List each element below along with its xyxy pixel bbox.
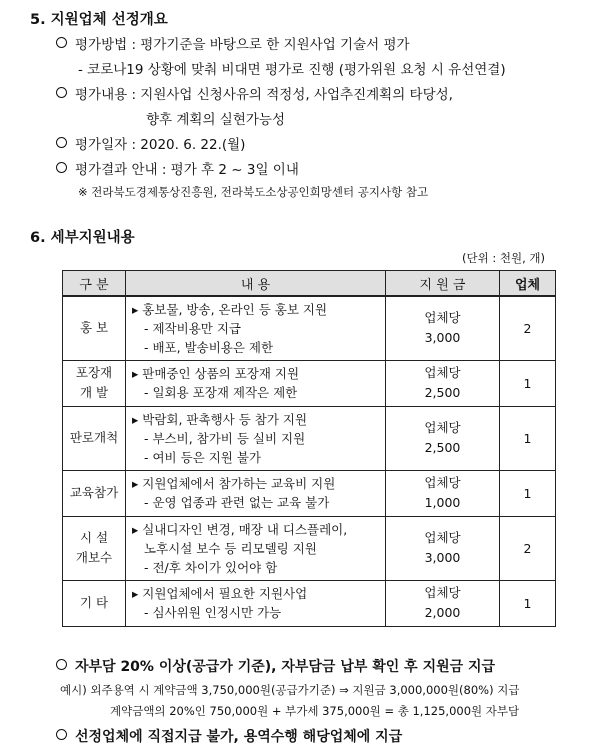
example-line-1: 예시) 외주용역 시 계약금액 3,750,000원(공급가기준) ⇒ 지원금 3,000,000원(80%) 지급: [60, 683, 520, 697]
amount-value: 3,000: [424, 330, 461, 346]
support-table: [62, 270, 556, 627]
category-label: 홍 보: [79, 320, 109, 336]
table-row: [63, 406, 556, 470]
category-label-2: 개 발: [79, 385, 109, 400]
content-sub: - 부스비, 참가비 등 실비 지원: [144, 430, 306, 446]
row-count: 1: [500, 580, 556, 626]
row-category: [63, 406, 126, 470]
eval-result-item: [56, 158, 299, 178]
content-sub: - 운영 업종과 관련 없는 교육 불가: [144, 495, 330, 510]
table-row: [63, 296, 556, 360]
amount-value: 2,000: [424, 605, 461, 620]
section6-title: 6. 세부지원내용: [30, 230, 135, 246]
table-row: [63, 360, 556, 406]
amount-label: 업체당: [424, 585, 461, 600]
row-amount: [386, 296, 500, 360]
row-amount: [386, 516, 500, 580]
amount-value: 2,500: [424, 440, 461, 455]
direct-pay-text: 선정업체에 직접지급 불가, 용역수행 해당업체에 지급: [75, 729, 403, 745]
content-bullet: ▸ 지원업체에서 필요한 지원사업: [132, 586, 308, 601]
row-category: [63, 296, 126, 360]
amount-label: 업체당: [424, 310, 461, 326]
amount-value: 1,000: [424, 495, 461, 510]
self-pay-item: [56, 656, 495, 676]
header-amount: 지 원 금: [386, 271, 500, 297]
header-count: 업체: [500, 271, 556, 297]
eval-method-item: [56, 33, 410, 53]
eval-method-note: - 코로나19 상황에 맞춰 비대면 평가로 진행 (평가위원 요청 시 유선연결): [78, 62, 506, 78]
eval-content-text-1: 평가내용 : 지원사업 신청사유의 적정성, 사업추진계획의 타당성,: [75, 87, 453, 103]
category-label: 기 타: [79, 595, 109, 610]
row-count: 2: [500, 516, 556, 580]
circle-bullet-icon: [56, 87, 67, 98]
content-sub: - 여비 등은 지원 불가: [144, 449, 262, 465]
content-bullet: ▸ 지원업체에서 참가하는 교육비 지원: [132, 476, 336, 491]
row-content: [126, 470, 386, 516]
header-content: 내 용: [126, 271, 386, 297]
example-line-2: 계약금액의 20%인 750,000원 + 부가세 375,000원 = 총 1,125,000원 자부담: [110, 704, 520, 718]
row-amount: [386, 360, 500, 406]
circle-bullet-icon: [56, 162, 67, 173]
row-content: [126, 516, 386, 580]
row-category: [63, 580, 126, 626]
row-category: [63, 360, 126, 406]
row-content: [126, 360, 386, 406]
amount-label: 업체당: [424, 365, 461, 380]
category-label: 시 설: [79, 530, 109, 545]
direct-pay-item: [56, 726, 402, 746]
row-count: 1: [500, 360, 556, 406]
category-label: 포장재: [75, 365, 113, 380]
content-bullet: ▸ 홍보물, 방송, 온라인 등 홍보 지원: [132, 301, 328, 317]
row-category: [63, 516, 126, 580]
self-pay-text: 자부담 20% 이상(공급가 기준), 자부담금 납부 확인 후 지원금 지급: [75, 659, 496, 675]
amount-label: 업체당: [424, 420, 461, 435]
content-sub: - 일회용 포장재 제작은 제한: [144, 385, 298, 400]
unit-label: (단위 : 천원, 개): [461, 251, 545, 265]
amount-value: 2,500: [424, 385, 461, 400]
content-sub: 노후시설 보수 등 리모델링 지원: [144, 540, 317, 556]
eval-date-text: 평가일자 : 2020. 6. 22.(월): [75, 137, 246, 153]
category-label-2: 개보수: [75, 550, 113, 565]
row-count: 1: [500, 406, 556, 470]
circle-bullet-icon: [56, 729, 67, 740]
eval-date-item: [56, 133, 245, 153]
content-sub: - 제작비용만 지급: [144, 320, 241, 336]
content-bullet: ▸ 박람회, 판촉행사 등 참가 지원: [132, 411, 308, 427]
table-row: [63, 580, 556, 626]
content-sub: - 배포, 발송비용은 제한: [144, 339, 274, 355]
table-row: [63, 516, 556, 580]
eval-content-item: [56, 83, 453, 103]
row-count: 1: [500, 470, 556, 516]
row-amount: [386, 470, 500, 516]
table-row: [63, 470, 556, 516]
eval-method-text: 평가방법 : 평가기준을 바탕으로 한 지원사업 기술서 평가: [75, 37, 410, 53]
row-amount: [386, 580, 500, 626]
row-category: [63, 470, 126, 516]
content-sub: - 심사위원 인정시만 가능: [144, 605, 282, 620]
amount-value: 3,000: [424, 550, 461, 565]
circle-bullet-icon: [56, 659, 67, 670]
eval-result-text: 평가결과 안내 : 평가 후 2 ~ 3일 이내: [75, 162, 299, 178]
content-bullet: ▸ 판매중인 상품의 포장재 지원: [132, 366, 300, 381]
content-sub: - 전/후 차이가 있어야 함: [144, 559, 278, 575]
table-header-row: [63, 271, 556, 297]
category-label: 교육참가: [69, 485, 119, 500]
circle-bullet-icon: [56, 37, 67, 48]
row-content: [126, 406, 386, 470]
row-amount: [386, 406, 500, 470]
row-count: 2: [500, 296, 556, 360]
eval-content-text-2: 향후 계획의 실현가능성: [146, 112, 285, 128]
row-content: [126, 580, 386, 626]
amount-label: 업체당: [424, 475, 461, 490]
amount-label: 업체당: [424, 530, 461, 545]
circle-bullet-icon: [56, 137, 67, 148]
section5-title: 5. 지원업체 선정개요: [30, 12, 168, 28]
content-bullet: ▸ 실내디자인 변경, 매장 내 디스플레이,: [132, 521, 348, 537]
row-content: [126, 296, 386, 360]
eval-result-note: ※ 전라북도경제통상진흥원, 전라북도소상공인희망센터 공지사항 참고: [78, 185, 429, 199]
category-label: 판로개척: [69, 430, 119, 445]
header-category: 구 분: [63, 271, 126, 297]
